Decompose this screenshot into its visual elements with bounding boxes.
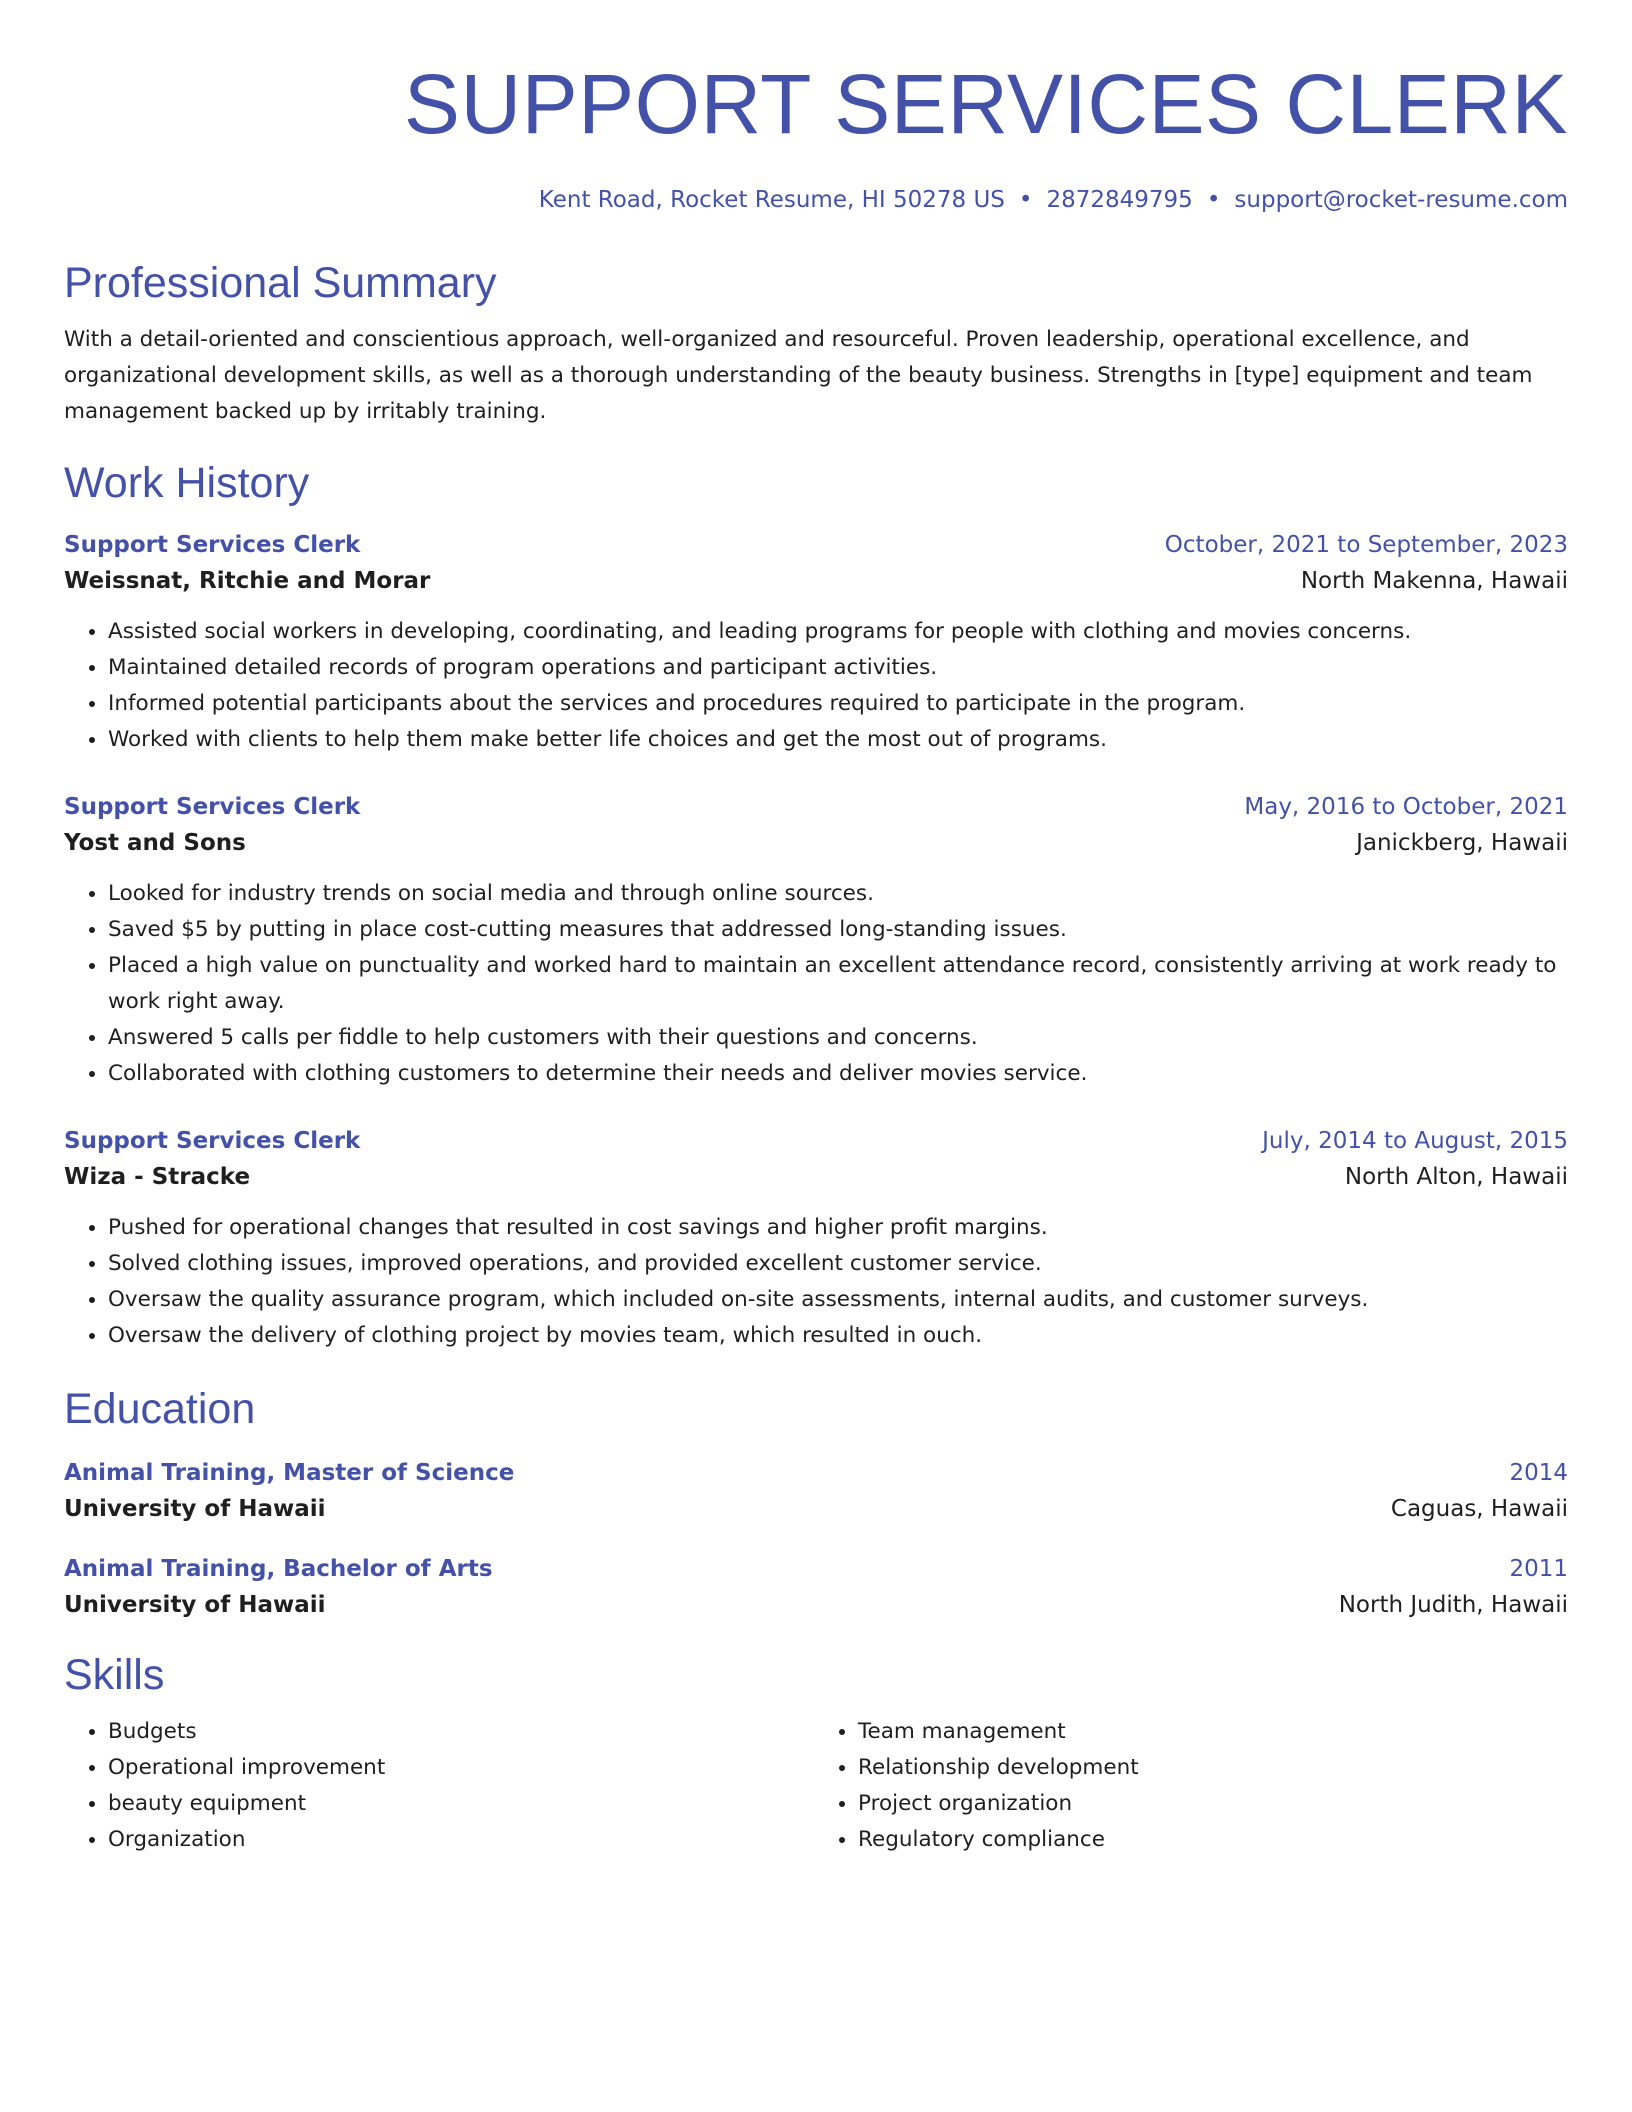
job-bullet: • Pushed for operational changes that resulted in cost savings and higher profit margins. xyxy=(108,1210,1568,1246)
summary-text: With a detail-oriented and conscientious approach, well-organized and resourceful. Proven leadership, operational excellence, and organizational development skills, as well as a thorough understanding of the beauty business. Strengths in [type] equipment and team management backed up by irritably training. xyxy=(64,327,1533,424)
job-title: Support Services Clerk xyxy=(64,532,361,558)
education-list xyxy=(64,1456,1568,1624)
job-dates: May, 2016 to October, 2021 xyxy=(1244,794,1568,820)
education-school: University of Hawaii xyxy=(64,1496,326,1522)
skills-column-left xyxy=(64,1714,808,1858)
education-degree: Animal Training, Master of Science xyxy=(64,1460,515,1486)
education-entry xyxy=(64,1552,1568,1624)
resume-page xyxy=(64,0,1568,1858)
education-school: University of Hawaii xyxy=(64,1592,326,1618)
contact-email: support@rocket-resume.com xyxy=(1234,187,1568,213)
education-year: 2014 xyxy=(1509,1460,1568,1486)
job-bullet: • Looked for industry trends on social media and through online sources. xyxy=(108,876,1568,912)
job-bullets xyxy=(64,614,1568,758)
skill-item: • Operational improvement xyxy=(108,1750,808,1786)
skill-item: • Regulatory compliance xyxy=(858,1822,1558,1858)
job-company: Yost and Sons xyxy=(64,830,246,856)
job-title: Support Services Clerk xyxy=(64,794,361,820)
skills-column-right xyxy=(808,1714,1558,1858)
job-bullet: • Oversaw the delivery of clothing project by movies team, which resulted in ouch. xyxy=(108,1318,1568,1354)
job-entry xyxy=(64,790,1568,1092)
job-bullet: • Collaborated with clothing customers to determine their needs and deliver movies service. xyxy=(108,1056,1568,1092)
section-title-skills: Skills xyxy=(64,1651,165,1699)
job-bullet: • Worked with clients to help them make better life choices and get the most out of programs. xyxy=(108,722,1568,758)
job-company: Wiza - Stracke xyxy=(64,1164,251,1190)
contact-line xyxy=(64,184,1568,216)
job-dates: July, 2014 to August, 2015 xyxy=(1262,1128,1568,1154)
job-location: North Makenna, Hawaii xyxy=(1300,568,1568,594)
skill-item: • Project organization xyxy=(858,1786,1558,1822)
section-title-education: Education xyxy=(64,1385,256,1433)
section-title-work-history: Work History xyxy=(64,459,310,507)
skills-list xyxy=(64,1714,1568,1858)
contact-phone: 2872849795 xyxy=(1046,187,1193,213)
skill-item: • Budgets xyxy=(108,1714,808,1750)
job-location: Janickberg, Hawaii xyxy=(1356,830,1568,856)
job-bullet: • Solved clothing issues, improved operations, and provided excellent customer service. xyxy=(108,1246,1568,1282)
job-company: Weissnat, Ritchie and Morar xyxy=(64,568,431,594)
education-location: North Judith, Hawaii xyxy=(1338,1592,1568,1618)
education-entry xyxy=(64,1456,1568,1528)
candidate-name: SUPPORT SERVICES CLERK xyxy=(403,57,1568,151)
job-bullet: • Assisted social workers in developing, coordinating, and leading programs for people with clothing and movies concerns. xyxy=(108,614,1568,650)
skill-item: • Team management xyxy=(858,1714,1558,1750)
contact-separator: • xyxy=(1018,187,1033,213)
education-degree: Animal Training, Bachelor of Arts xyxy=(64,1556,493,1582)
job-dates: October, 2021 to September, 2023 xyxy=(1164,532,1568,558)
job-entry xyxy=(64,528,1568,758)
job-bullet: • Answered 5 calls per fiddle to help customers with their questions and concerns. xyxy=(108,1020,1568,1056)
contact-address: Kent Road, Rocket Resume, HI 50278 US xyxy=(538,187,1005,213)
job-bullet: • Informed potential participants about the services and procedures required to participate in the program. xyxy=(108,686,1568,722)
job-bullet: • Oversaw the quality assurance program, which included on-site assessments, internal audits, and customer surveys. xyxy=(108,1282,1568,1318)
skill-item: • beauty equipment xyxy=(108,1786,808,1822)
job-bullets xyxy=(64,1210,1568,1354)
job-bullet: • Maintained detailed records of program operations and participant activities. xyxy=(108,650,1568,686)
job-bullet: • Placed a high value on punctuality and worked hard to maintain an excellent attendance record, consistently arriving at work ready to work right away. xyxy=(108,948,1568,1020)
contact-separator: • xyxy=(1206,187,1221,213)
section-title-summary: Professional Summary xyxy=(64,259,497,307)
education-year: 2011 xyxy=(1509,1556,1568,1582)
education-location: Caguas, Hawaii xyxy=(1390,1496,1568,1522)
job-bullet: • Saved $5 by putting in place cost-cutting measures that addressed long-standing issues. xyxy=(108,912,1568,948)
job-entry xyxy=(64,1124,1568,1354)
job-location: North Alton, Hawaii xyxy=(1344,1164,1568,1190)
work-history-list xyxy=(64,528,1568,1354)
skill-item: • Relationship development xyxy=(858,1750,1558,1786)
job-title: Support Services Clerk xyxy=(64,1128,361,1154)
skill-item: • Organization xyxy=(108,1822,808,1858)
job-bullets xyxy=(64,876,1568,1092)
